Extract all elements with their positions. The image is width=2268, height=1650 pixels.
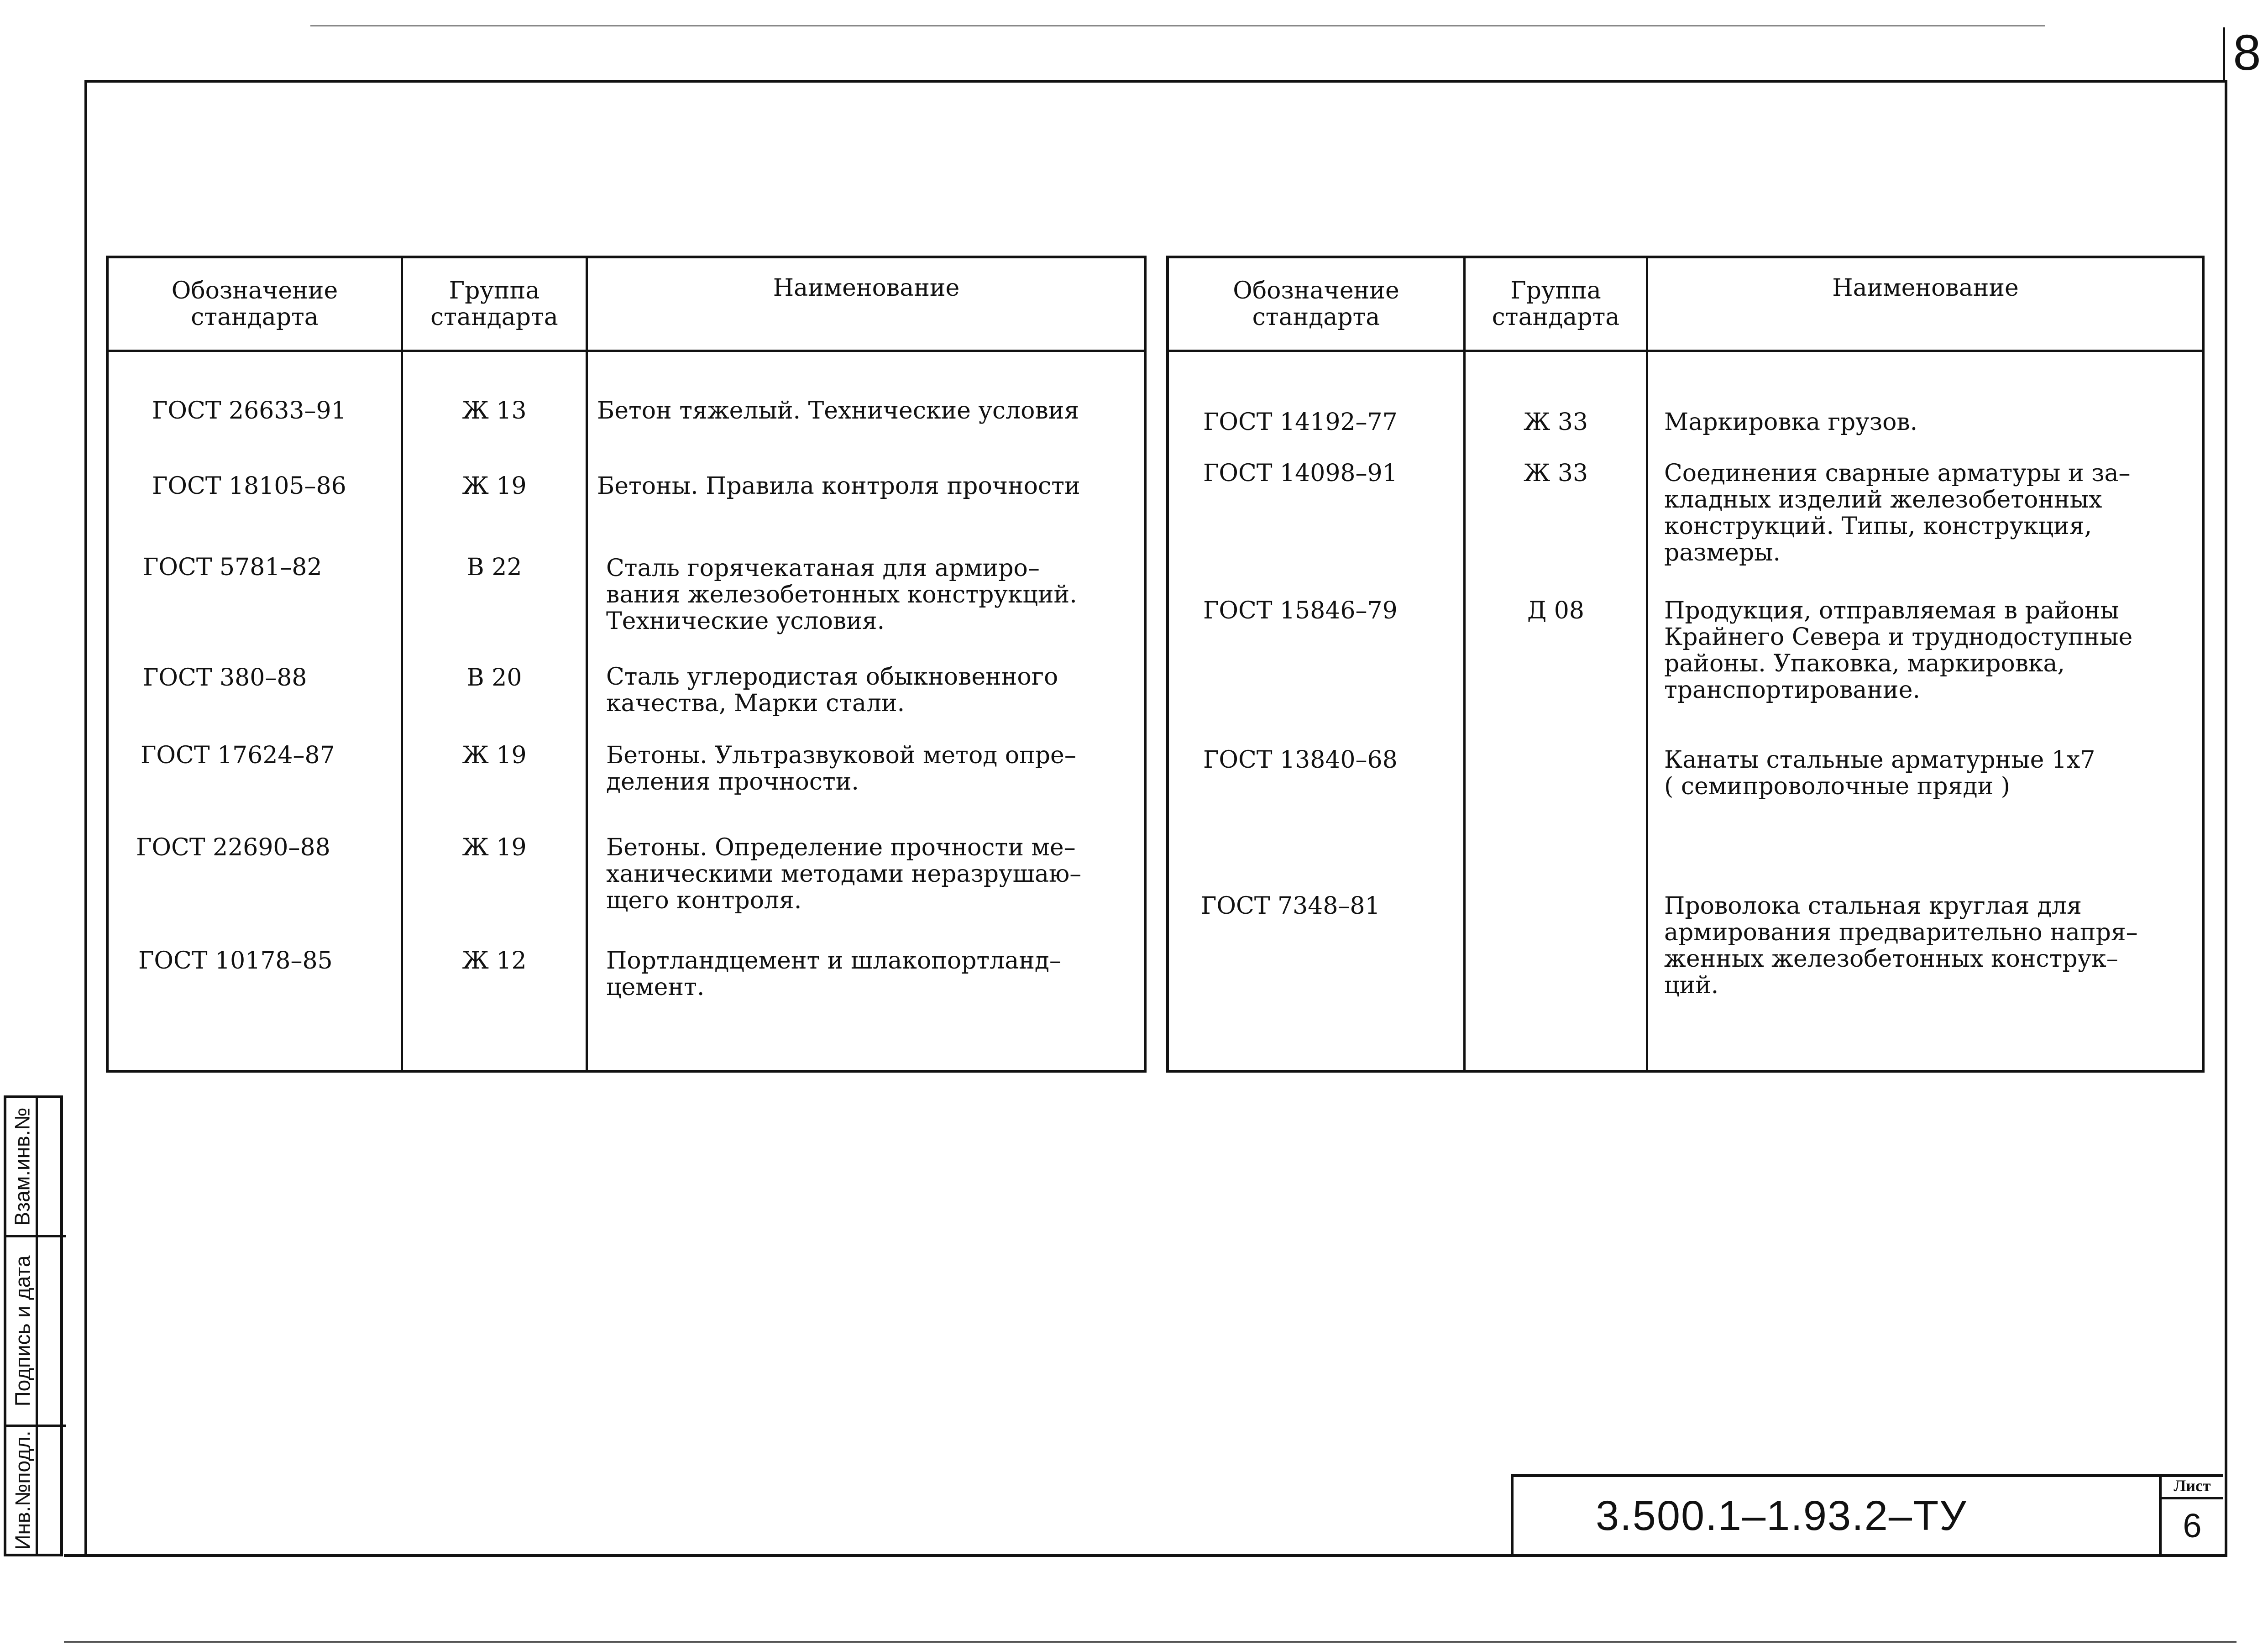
row-code: ГОСТ 5781–82 — [143, 554, 322, 581]
header-group: Группа стандарта — [430, 277, 558, 331]
row-code: ГОСТ 15846–79 — [1203, 597, 1398, 624]
header-code: Обозначение стандарта — [1233, 277, 1399, 331]
row-group: Ж 19 — [462, 472, 527, 500]
row-code: ГОСТ 17624–87 — [141, 742, 335, 769]
row-group: Ж 19 — [462, 742, 527, 769]
side-label-inv-podl: Инв.№подл. — [10, 1430, 35, 1550]
row-name: Бетон тяжелый. Технические условия — [597, 397, 1079, 424]
standards-table-left — [106, 256, 1147, 1073]
row-group: Д 08 — [1527, 597, 1584, 624]
row-code: ГОСТ 14098–91 — [1203, 460, 1398, 487]
title-block — [1511, 1474, 2223, 1554]
row-code: ГОСТ 380–88 — [143, 664, 307, 691]
row-code: ГОСТ 18105–86 — [152, 472, 346, 500]
row-name: Сталь углеродистая обыкновенного качества, Марки стали. — [606, 663, 1058, 717]
scan-line-top — [310, 25, 2045, 26]
row-group: Ж 19 — [462, 834, 527, 861]
sheet-label: Лист — [2162, 1474, 2223, 1499]
row-group: В 22 — [466, 554, 522, 581]
document-code: 3.500.1–1.93.2–ТУ — [1596, 1492, 1967, 1539]
row-name: Портландцемент и шлакопортланд– цемент. — [606, 947, 1061, 1001]
row-name: Канаты стальные арматурные 1х7 ( семипроволочные пряди ) — [1664, 746, 2095, 800]
frame-right — [2225, 80, 2227, 1557]
side-label-vzam-inv: Взам.инв.№ — [10, 1107, 34, 1226]
header-name: Наименование — [773, 274, 960, 302]
row-name: Соединения сварные арматуры и за– кладных изделий железобетонных конструкций. Типы, конструкция, размеры. — [1664, 460, 2131, 566]
corner-divider — [2223, 27, 2225, 82]
row-name: Маркировка грузов. — [1664, 409, 1918, 436]
column-divider-2 — [1646, 258, 1648, 1070]
header-group: Группа стандарта — [1492, 277, 1620, 331]
column-divider-1 — [1463, 258, 1466, 1070]
sheet-number: 6 — [2183, 1507, 2202, 1545]
row-code: ГОСТ 7348–81 — [1201, 892, 1380, 920]
row-code: ГОСТ 14192–77 — [1203, 409, 1398, 436]
row-code: ГОСТ 10178–85 — [138, 947, 333, 974]
header-divider — [109, 350, 1144, 352]
row-name: Сталь горячекатаная для армиро– вания железобетонных конструкций. Технические условия. — [606, 555, 1077, 635]
corner-sheet-number: 8 — [2233, 24, 2261, 81]
row-code: ГОСТ 26633–91 — [152, 397, 346, 424]
row-name: Бетоны. Определение прочности ме– ханическими методами неразрушаю– щего контроля. — [606, 834, 1082, 914]
row-group: Ж 33 — [1523, 460, 1588, 487]
frame-top — [87, 80, 2227, 83]
header-code: Обозначение стандарта — [171, 277, 338, 331]
frame-left — [84, 80, 87, 1557]
row-name: Бетоны. Ультразвуковой метод опре– деления прочности. — [606, 742, 1076, 796]
row-name: Бетоны. Правила контроля прочности — [597, 472, 1080, 500]
header-name: Наименование — [1832, 274, 2019, 302]
header-divider — [1169, 350, 2202, 352]
row-code: ГОСТ 22690–88 — [136, 834, 330, 861]
side-stamp — [4, 1095, 63, 1556]
side-label-podpis-data: Подпись и дата — [10, 1255, 35, 1407]
row-group: Ж 33 — [1523, 409, 1588, 436]
row-name: Проволока стальная круглая для армирования предварительно напря– женных железобетонных конструк– ций. — [1664, 892, 2138, 999]
sheet-box — [2159, 1474, 2223, 1554]
row-code: ГОСТ 13840–68 — [1203, 746, 1398, 774]
scan-line-bottom — [64, 1641, 2237, 1643]
row-group: Ж 13 — [462, 397, 527, 424]
column-divider-2 — [586, 258, 588, 1070]
standards-table-right — [1166, 256, 2205, 1073]
row-group: Ж 12 — [462, 947, 527, 974]
row-group: В 20 — [466, 664, 522, 691]
row-name: Продукция, отправляемая в районы Крайнего Севера и труднодоступные районы. Упаковка, маркировка, транспортирование. — [1664, 597, 2133, 704]
